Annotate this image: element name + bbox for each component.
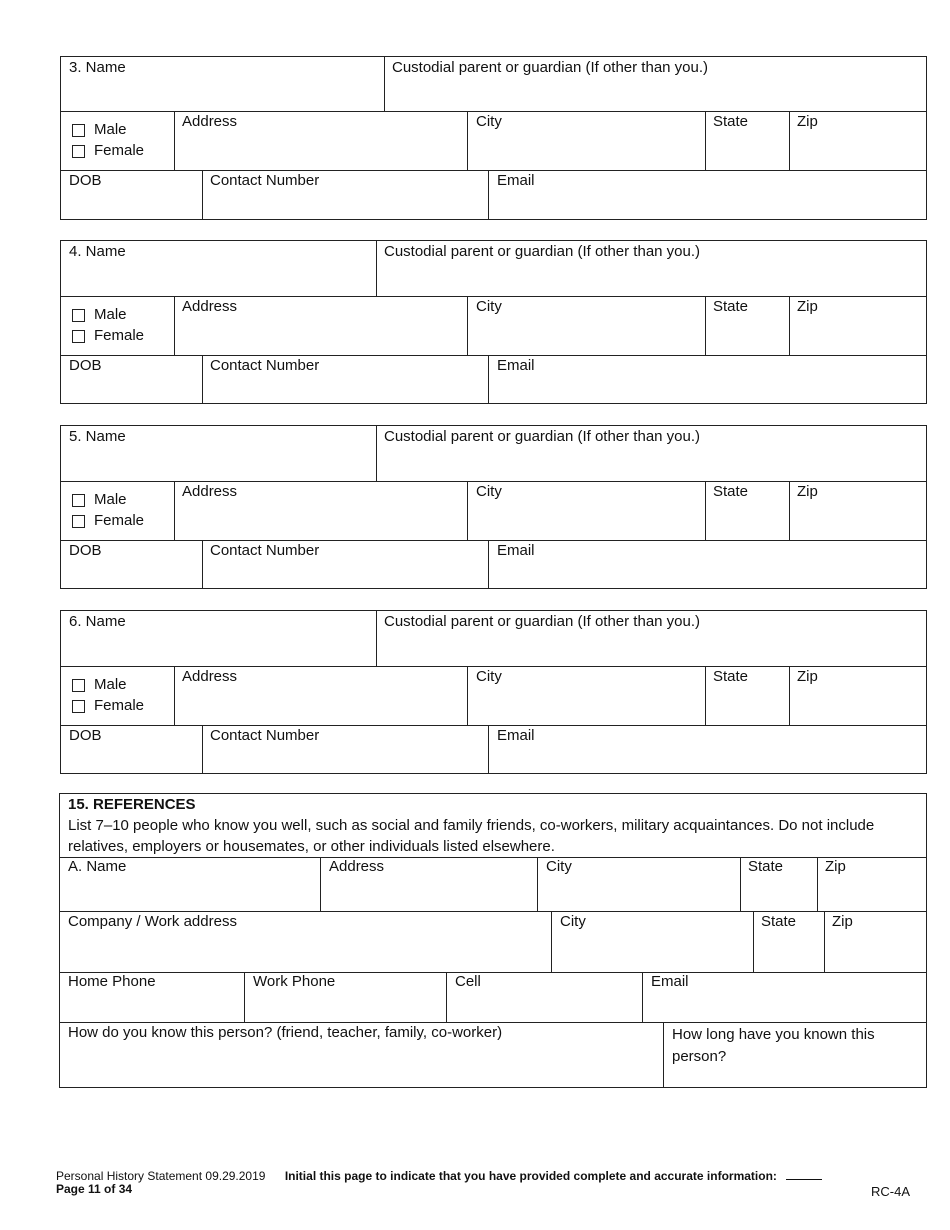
reference-how-long-label: How long have you known this person? [672,1026,875,1065]
address-field[interactable] [174,481,467,540]
gender-cell [61,481,174,540]
state-label: State [713,298,749,315]
reference-work-phone-field[interactable] [244,972,446,1022]
reference-how-know-field[interactable] [60,1022,663,1087]
city-label: City [476,668,502,685]
dob-label: DOB [69,172,102,189]
zip-field[interactable] [789,481,926,540]
person-block-5 [60,425,927,589]
reference-cell-label: Cell [455,973,481,990]
state-label: State [713,113,749,130]
address-label: Address [182,668,238,685]
male-checkbox[interactable] [72,309,85,322]
contact-number-field[interactable] [202,170,488,219]
city-label: City [476,483,502,500]
zip-label: Zip [797,113,818,130]
address-label: Address [182,483,238,500]
email-field[interactable] [488,725,926,773]
state-label: State [713,483,749,500]
reference-how-know-label: How do you know this person? (friend, teacher, family, co-worker) [68,1024,503,1041]
male-label: Male [94,121,127,138]
male-option[interactable] [72,676,127,694]
reference-state-label: State [748,858,784,875]
female-checkbox[interactable] [72,145,85,158]
city-field[interactable] [467,481,705,540]
female-checkbox[interactable] [72,515,85,528]
reference-state-field[interactable] [740,857,817,911]
city-field[interactable] [467,111,705,170]
male-checkbox[interactable] [72,494,85,507]
email-field[interactable] [488,540,926,588]
references-header [60,794,926,857]
name-field[interactable] [61,426,376,481]
footer-line [56,1168,822,1183]
person-block-4 [60,240,927,404]
contact-number-field[interactable] [202,355,488,403]
reference-company-state-field[interactable] [753,911,824,972]
guardian-field[interactable] [384,57,926,111]
reference-home-phone-field[interactable] [60,972,244,1022]
contact-number-label: Contact Number [210,357,320,374]
name-field[interactable] [61,241,376,296]
footer-form-code: RC-4A [871,1184,911,1199]
city-label: City [476,113,502,130]
email-field[interactable] [488,355,926,403]
footer-doc-title: Personal History Statement 09.29.2019 [56,1169,266,1183]
name-label: 6. Name [69,613,126,630]
person-block-3 [60,56,927,220]
female-label: Female [94,142,145,159]
female-option[interactable] [72,142,144,160]
gender-cell [61,296,174,355]
contact-number-field[interactable] [202,725,488,773]
reference-address-field[interactable] [320,857,537,911]
reference-email-field[interactable] [642,972,926,1022]
male-checkbox[interactable] [72,679,85,692]
reference-how-long-field[interactable] [663,1022,926,1087]
state-field[interactable] [705,666,789,725]
male-option[interactable] [72,121,127,139]
reference-company-zip-label: Zip [832,913,853,930]
email-label: Email [497,727,535,744]
address-field[interactable] [174,111,467,170]
gender-cell [61,111,174,170]
references-section [59,793,927,1088]
dob-field[interactable] [61,170,202,219]
reference-company-zip-field[interactable] [824,911,926,972]
references-instructions: List 7–10 people who know you well, such as social and family friends, co-workers, military acquaintances. Do not include relatives, employers or housemates, or other individuals listed elsewhere. [68,817,875,855]
guardian-field[interactable] [376,426,926,481]
city-field[interactable] [467,666,705,725]
email-label: Email [497,357,535,374]
reference-company-label: Company / Work address [68,913,237,930]
female-label: Female [94,697,145,714]
female-option[interactable] [72,697,144,715]
contact-number-label: Contact Number [210,542,320,559]
initial-blank[interactable] [786,1168,822,1180]
footer-page-number: Page 11 of 34 [56,1182,133,1196]
reference-company-state-label: State [761,913,797,930]
female-checkbox[interactable] [72,700,85,713]
dob-label: DOB [69,357,102,374]
city-field[interactable] [467,296,705,355]
reference-city-field[interactable] [537,857,740,911]
female-option[interactable] [72,512,144,530]
city-label: City [476,298,502,315]
guardian-label: Custodial parent or guardian (If other than you.) [384,613,701,630]
zip-field[interactable] [789,666,926,725]
name-label: 3. Name [69,59,126,76]
guardian-label: Custodial parent or guardian (If other than you.) [384,428,701,445]
male-option[interactable] [72,491,127,509]
email-field[interactable] [488,170,926,219]
dob-field[interactable] [61,355,202,403]
female-checkbox[interactable] [72,330,85,343]
zip-label: Zip [797,483,818,500]
female-label: Female [94,327,145,344]
contact-number-label: Contact Number [210,172,320,189]
reference-zip-label: Zip [825,858,846,875]
dob-label: DOB [69,542,102,559]
reference-email-label: Email [651,973,689,990]
name-field[interactable] [61,57,384,111]
state-field[interactable] [705,111,789,170]
contact-number-field[interactable] [202,540,488,588]
email-label: Email [497,542,535,559]
reference-address-label: Address [329,858,385,875]
guardian-field[interactable] [376,241,926,296]
reference-zip-field[interactable] [817,857,926,911]
guardian-label: Custodial parent or guardian (If other than you.) [384,243,701,260]
state-label: State [713,668,749,685]
guardian-label: Custodial parent or guardian (If other than you.) [392,59,709,76]
reference-company-field[interactable] [60,911,551,972]
guardian-field[interactable] [376,611,926,666]
reference-city-label: City [546,858,572,875]
zip-label: Zip [797,668,818,685]
reference-name-label: A. Name [68,858,127,875]
reference-work-phone-label: Work Phone [253,973,336,990]
dob-label: DOB [69,727,102,744]
email-label: Email [497,172,535,189]
name-label: 5. Name [69,428,126,445]
dob-field[interactable] [61,725,202,773]
name-label: 4. Name [69,243,126,260]
dob-field[interactable] [61,540,202,588]
male-checkbox[interactable] [72,124,85,137]
reference-company-city-label: City [560,913,586,930]
address-field[interactable] [174,296,467,355]
zip-field[interactable] [789,296,926,355]
male-label: Male [94,306,127,323]
male-option[interactable] [72,306,127,324]
zip-label: Zip [797,298,818,315]
reference-cell-field[interactable] [446,972,642,1022]
address-label: Address [182,113,238,130]
male-label: Male [94,491,127,508]
reference-home-phone-label: Home Phone [68,973,156,990]
address-field[interactable] [174,666,467,725]
gender-cell [61,666,174,725]
contact-number-label: Contact Number [210,727,320,744]
state-field[interactable] [705,481,789,540]
state-field[interactable] [705,296,789,355]
name-field[interactable] [61,611,376,666]
reference-company-city-field[interactable] [551,911,753,972]
male-label: Male [94,676,127,693]
zip-field[interactable] [789,111,926,170]
female-label: Female [94,512,145,529]
address-label: Address [182,298,238,315]
reference-name-field[interactable] [60,857,320,911]
references-title: 15. REFERENCES [68,796,196,813]
footer-initial-text: Initial this page to indicate that you have provided complete and accurate information: [284,1169,777,1183]
female-option[interactable] [72,327,144,345]
person-block-6 [60,610,927,774]
